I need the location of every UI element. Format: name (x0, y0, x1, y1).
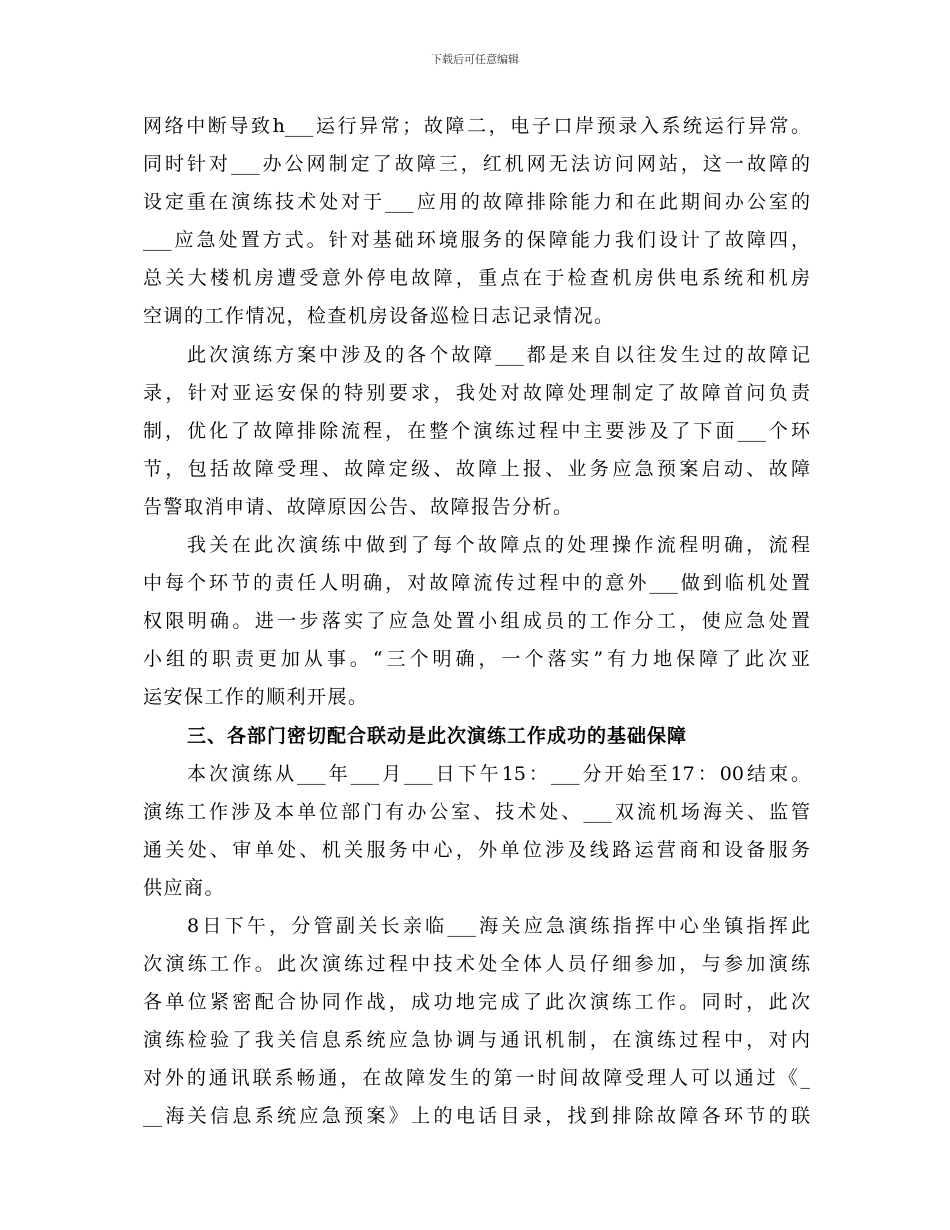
text-line: 空调的工作情况，检查机房设备巡检日志记录情况。 (143, 305, 615, 328)
text-line: 同时针对___办公网制定了故障三，红机网无法访问网站，这一故障的 (143, 153, 810, 176)
text-line: 权限明确。进一步落实了应急处置小组成员的工作分工，使应急处置 (143, 610, 810, 633)
text-line: 供应商。 (143, 876, 226, 899)
text-line: 小组的职责更加从事。“三个明确，一个落实”有力地保障了此次亚 (143, 648, 810, 671)
page-header: 下载后可任意编辑 (431, 53, 519, 66)
text-line: 总关大楼机房遭受意外停电故障，重点在于检查机房供电系统和机房 (143, 267, 810, 290)
paragraph-first-line: 8日下午，分管副关长亲临___海关应急演练指挥中心坐镇指挥此 (187, 914, 810, 937)
text-line: 录，针对亚运安保的特别要求，我处对故障处理制定了故障首问负责 (143, 381, 810, 404)
text-line: 网络中断导致h___运行异常；故障二，电子口岸预录入系统运行异常。 (143, 115, 810, 137)
paragraph-first-line: 本次演练从___年___月___日下午15：___分开始至17：00结束。 (187, 762, 810, 785)
text-line: 制，优化了故障排除流程，在整个演练过程中主要涉及了下面___个环 (143, 419, 810, 442)
text-line: 告警取消申请、故障原因公告、故障报告分析。 (143, 495, 574, 518)
text-line: 节，包括故障受理、故障定级、故障上报、业务应急预案启动、故障 (143, 457, 810, 480)
text-line: __海关信息系统应急预案》上的电话目录，找到排除故障各环节的联 (143, 1105, 810, 1128)
text-line: 次演练工作。此次演练过程中技术处全体人员仔细参加，与参加演练 (143, 953, 810, 976)
text-line: 设定重在演练技术处对于___应用的故障排除能力和在此期间办公室的 (143, 191, 810, 214)
text-line: 演练工作涉及本单位部门有办公室、技术处、___双流机场海关、监管 (143, 800, 810, 823)
text-line: 各单位紧密配合协同作战，成功地完成了此次演练工作。同时，此次 (143, 991, 810, 1014)
text-line: 运安保工作的顺利开展。 (143, 686, 369, 709)
text-line: 演练检验了我关信息系统应急协调与通讯机制，在演练过程中，对内 (143, 1029, 810, 1052)
text-line: 通关处、审单处、机关服务中心，外单位涉及线路运营商和设备服务 (143, 838, 810, 861)
paragraph-first-line: 此次演练方案中涉及的各个故障___都是来自以往发生过的故障记 (187, 343, 810, 366)
section-heading: 三、各部门密切配合联动是此次演练工作成功的基础保障 (187, 724, 688, 747)
text-line: ___应急处置方式。针对基础环境服务的保障能力我们设计了故障四， (143, 229, 810, 252)
text-line: 对外的通讯联系畅通，在故障发生的第一时间故障受理人可以通过《_ (143, 1067, 810, 1090)
document-body (143, 107, 810, 1136)
paragraph-first-line: 我关在此次演练中做到了每个故障点的处理操作流程明确，流程 (187, 534, 810, 557)
text-line: 中每个环节的责任人明确，对故障流传过程中的意外___做到临机处置 (143, 572, 810, 595)
